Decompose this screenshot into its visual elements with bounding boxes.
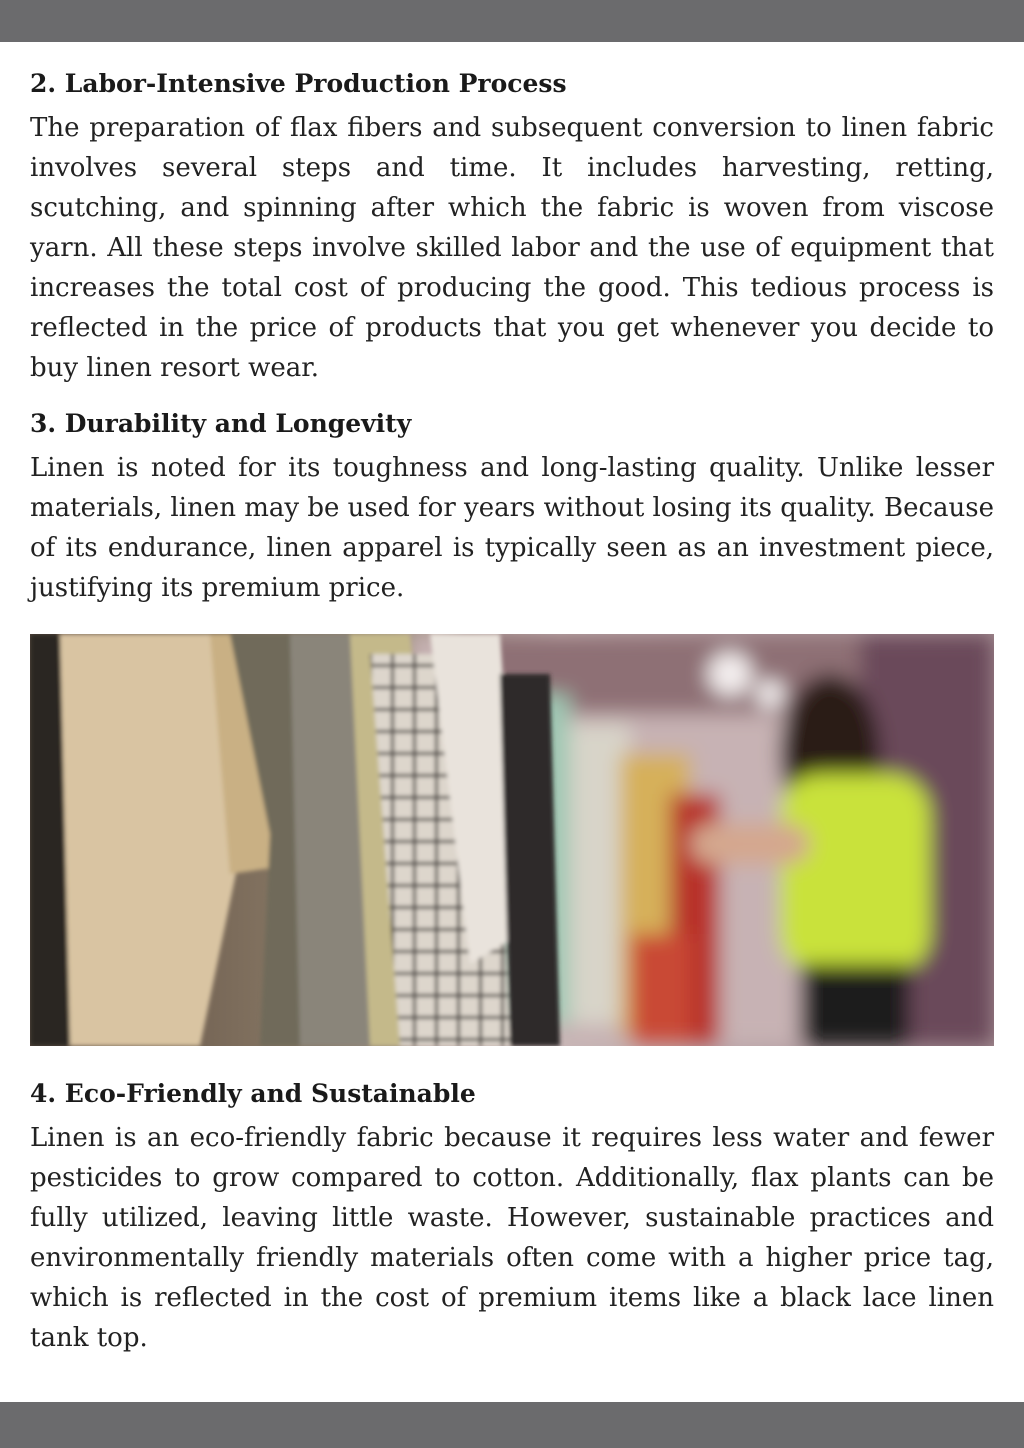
section-body: The preparation of flax fibers and subsequent conversion to linen fabric involves several steps and time. It includes harvesting, retting, scutching, and spinning after which the fabric is woven from viscose yarn. All these steps involve skilled labor and the use of equipment that increases the total cost of producing the good. This tedious process is reflected in the price of products that you get whenever you decide to buy linen resort wear. [30,113,994,383]
top-bar [0,0,1024,42]
section-durability [30,406,994,608]
article-content [30,66,994,1376]
section-heading: 4. Eco-Friendly and Sustainable [30,1079,476,1108]
section-labor [30,66,994,388]
section-eco [30,1076,994,1358]
section-body: Linen is noted for its toughness and long-lasting quality. Unlike lesser materials, linen may be used for years without losing its quality. Because of its endurance, linen apparel is typically seen as an investment piece, justifying its premium price. [30,453,994,603]
section-body: Linen is an eco-friendly fabric because it requires less water and fewer pesticides to grow compared to cotton. Additionally, flax plants can be fully utilized, leaving little waste. However, sustainable practices and environmentally friendly materials often come with a higher price tag, which is reflected in the cost of premium items like a black lace linen tank top. [30,1123,994,1353]
bottom-bar [0,1402,1024,1448]
clothing-rack-photo [30,634,994,1046]
section-heading: 3. Durability and Longevity [30,409,412,438]
section-heading: 2. Labor-Intensive Production Process [30,69,567,98]
